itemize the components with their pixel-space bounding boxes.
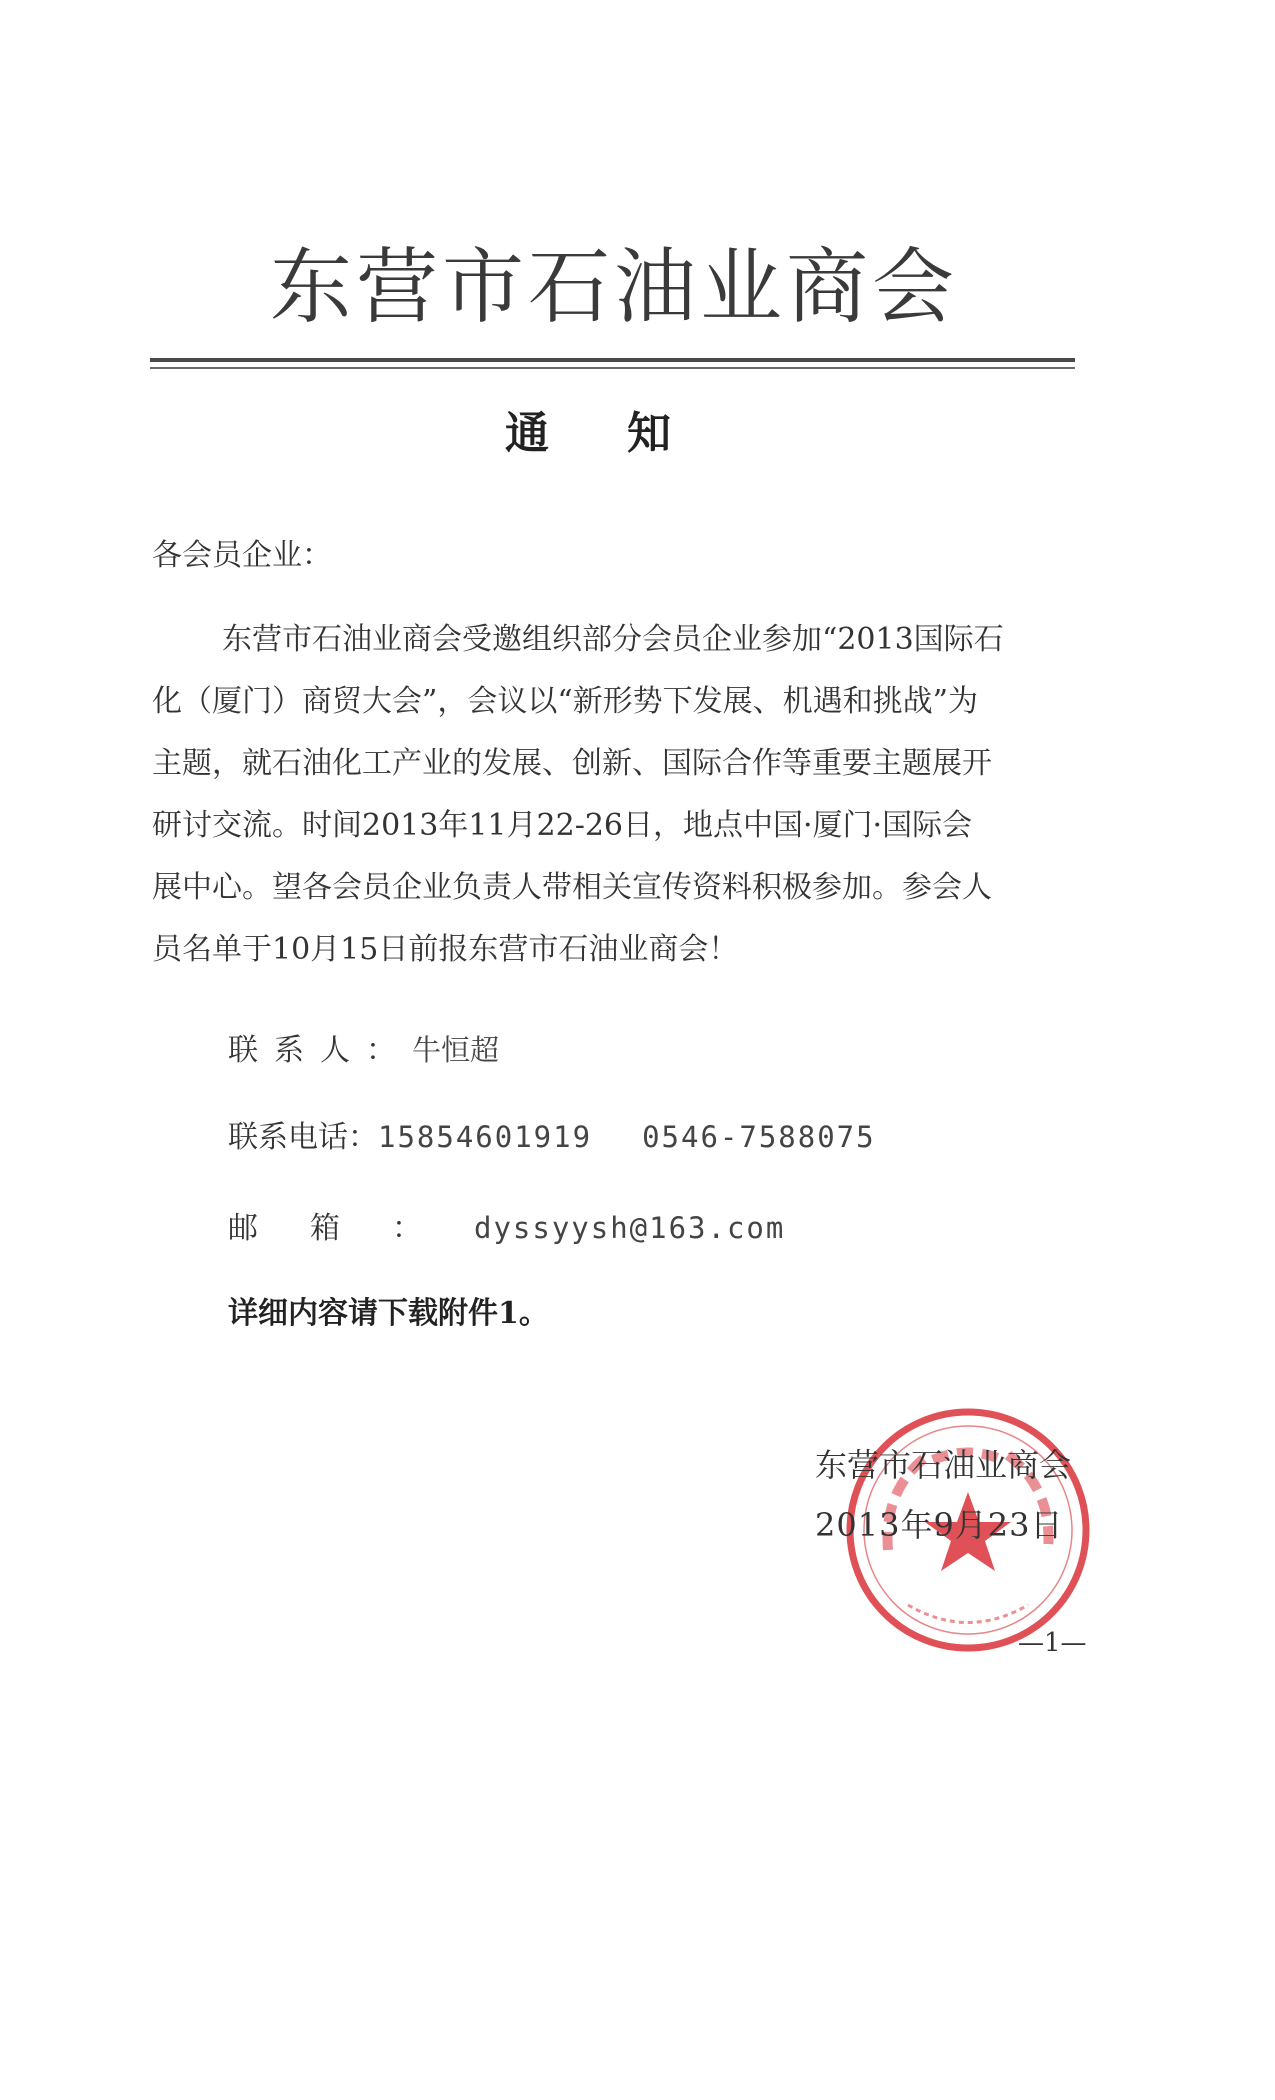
body-line-1: 东营市石油业商会受邀组织部分会员企业参加“2013国际石 [222,622,1004,657]
contact-email-value: dyssyysh@163.com [474,1211,786,1245]
letterhead-rule-thick [150,358,1075,362]
contact-email-label: 邮箱： [228,1211,474,1246]
contact-person-value: 牛恒超 [412,1033,500,1067]
letterhead-rule-thin [150,367,1075,369]
contact-phone-label: 联系电话： [228,1120,378,1155]
notice-heading: 通知 [505,408,749,459]
body-line-6: 员名单于10月15日前报东营市石油业商会！ [152,932,739,967]
page-number: —1— [1018,1628,1087,1658]
contact-phone-row [228,1112,876,1156]
letterhead-title: 东营市石油业商会 [270,240,959,335]
contact-phone-landline: 0546-7588075 [642,1120,876,1154]
attachment-note: 详细内容请下载附件1。 [228,1296,549,1331]
signature-date: 2013年9月23日 [815,1506,1064,1544]
contact-phone-mobile: 15854601919 [378,1120,593,1154]
body-line-5: 展中心。望各会员企业负责人带相关宣传资料积极参加。参会人 [152,870,992,905]
signature-organization: 东营市石油业商会 [815,1446,1072,1484]
body-line-4: 研讨交流。时间2013年11月22-26日，地点中国·厦门·国际会 [152,808,973,843]
contact-person-label: 联系人： [228,1033,412,1068]
contact-email-row [228,1203,785,1247]
contact-person-row [228,1025,499,1069]
body-line-2: 化（厦门）商贸大会”，会议以“新形势下发展、机遇和挑战”为 [152,684,979,719]
salutation: 各会员企业： [152,538,332,573]
body-line-3: 主题，就石油化工产业的发展、创新、国际合作等重要主题展开 [152,746,992,781]
